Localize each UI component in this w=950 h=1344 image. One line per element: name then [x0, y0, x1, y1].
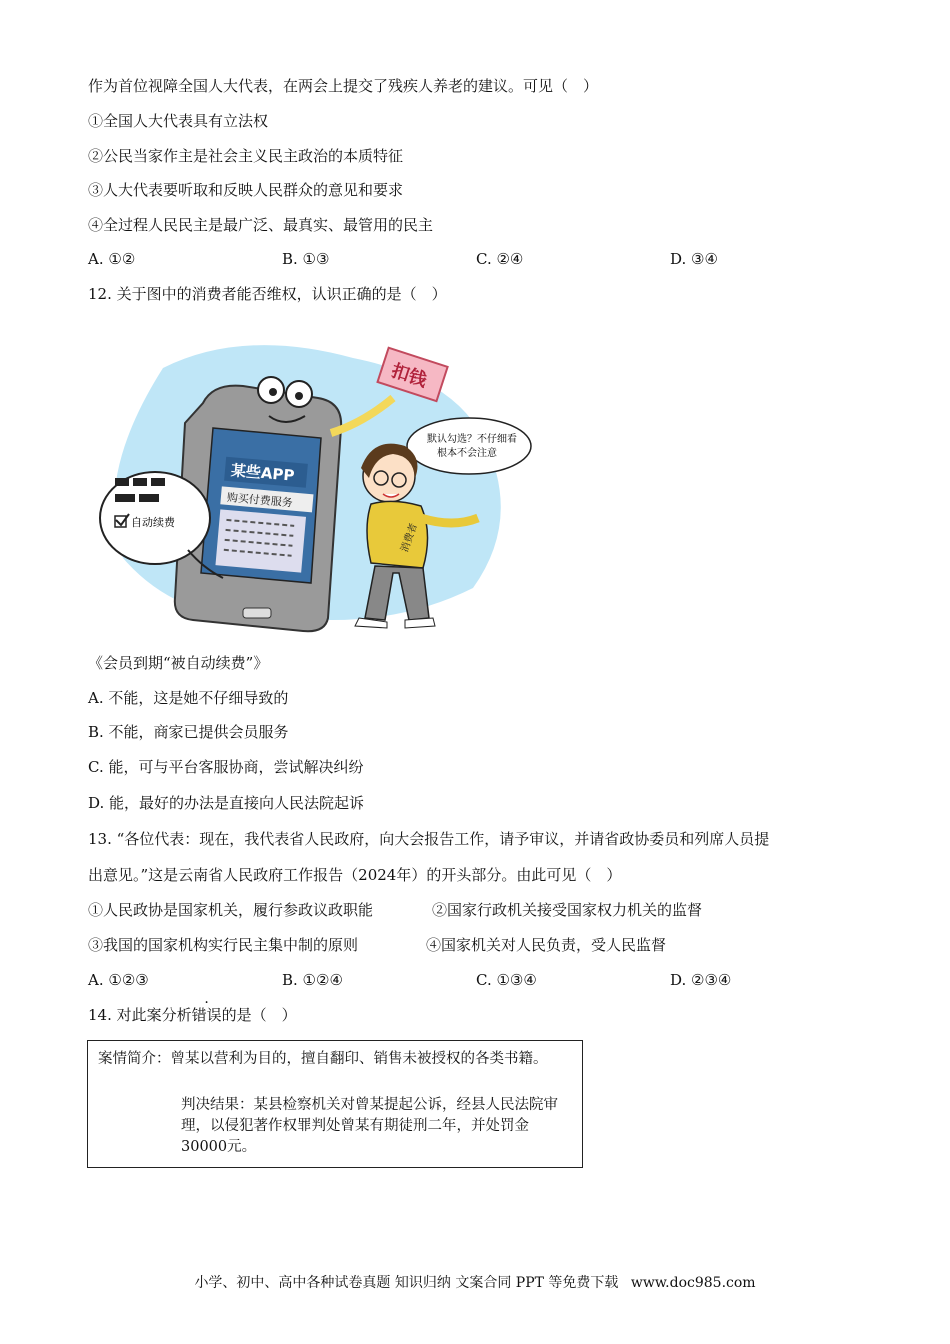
- statement-3: ③我国的国家机构实行民主集中制的原则: [88, 936, 359, 954]
- option-b[interactable]: B. ①③: [282, 250, 330, 268]
- case-intro: 案情简介：曾某以营利为目的，擅自翻印、销售未被授权的各类书籍。: [98, 1051, 548, 1067]
- statement-4: ④全过程人民民主是最广泛、最真实、最管用的民主: [88, 216, 434, 234]
- option-d[interactable]: D. 能，最好的办法是直接向人民法院起诉: [88, 794, 365, 812]
- option-a[interactable]: A. ①②③: [88, 971, 149, 989]
- question-text: 作为首位视障全国人大代表，在两会上提交了残疾人养老的建议。可见（ ）: [88, 77, 599, 95]
- emphasis-word: 错误: [191, 1006, 222, 1024]
- option-d[interactable]: D. ③④: [670, 250, 718, 268]
- cartoon-illustration: [93, 328, 533, 636]
- stem-suffix: 的是（ ）: [221, 1006, 297, 1024]
- checkbox-label: 自动续费: [131, 516, 175, 529]
- statement-2: ②国家行政机关接受国家权力机关的监督: [432, 901, 703, 919]
- statement-4: ④国家机关对人民负责，受人民监督: [426, 936, 667, 954]
- question-12-stem: 12. 关于图中的消费者能否维权，认识正确的是（ ）: [88, 285, 447, 303]
- option-a[interactable]: A. 不能，这是她不仔细导致的: [88, 689, 289, 707]
- statement-1: ①全国人大代表具有立法权: [88, 112, 269, 130]
- question-13-stem-line1: 13. “各位代表：现在，我代表省人民政府，向大会报告工作，请予审议，并请省政协委员和列席人员提: [88, 830, 770, 848]
- svg-text:根本不会注意: 根本不会注意: [437, 448, 497, 459]
- phone-title: 某些APP: [230, 461, 296, 485]
- option-c[interactable]: C. ①③④: [476, 971, 537, 989]
- page-footer: [0, 1272, 950, 1292]
- question-14-stem: [88, 1005, 297, 1025]
- deduct-money-tag: 扣钱: [388, 360, 430, 392]
- option-c[interactable]: C. 能，可与平台客服协商，尝试解决纠纷: [88, 758, 364, 776]
- option-a[interactable]: A. ①②: [88, 250, 136, 268]
- image-caption: 《会员到期“被自动续费”》: [88, 654, 269, 672]
- footer-text: 小学、初中、高中各种试卷真题 知识归纳 文案合同 PPT 等免费下载: [194, 1275, 619, 1291]
- statement-2: ②公民当家作主是社会主义民主政治的本质特征: [88, 147, 404, 165]
- footer-url[interactable]: www.doc985.com: [630, 1275, 756, 1291]
- option-b[interactable]: B. ①②④: [282, 971, 343, 989]
- statement-3: ③人大代表要听取和反映人民群众的意见和要求: [88, 181, 404, 199]
- statement-1: ①人民政协是国家机关，履行参政议政职能: [88, 901, 374, 919]
- stem-prefix: 14. 对此案分析: [88, 1006, 192, 1024]
- shirt-label: 消费者: [399, 521, 420, 554]
- option-c[interactable]: C. ②④: [476, 250, 524, 268]
- option-b[interactable]: B. 不能，商家已提供会员服务: [88, 723, 289, 741]
- speech-bubble: [407, 418, 531, 474]
- case-box: [87, 1040, 583, 1168]
- phone-subtitle: 购买付费服务: [226, 490, 294, 510]
- verdict-text: 判决结果：某县检察机关对曾某提起公诉，经县人民法院审理，以侵犯著作权罪判处曾某有期徒刑二年，并处罚金30000元。: [181, 1097, 558, 1155]
- svg-text:默认勾选？不仔细看: 默认勾选？不仔细看: [427, 434, 517, 445]
- question-13-stem-line2: 出意见。”这是云南省人民政府工作报告（2024年）的开头部分。由此可见（ ）: [88, 866, 622, 884]
- option-d[interactable]: D. ②③④: [670, 971, 732, 989]
